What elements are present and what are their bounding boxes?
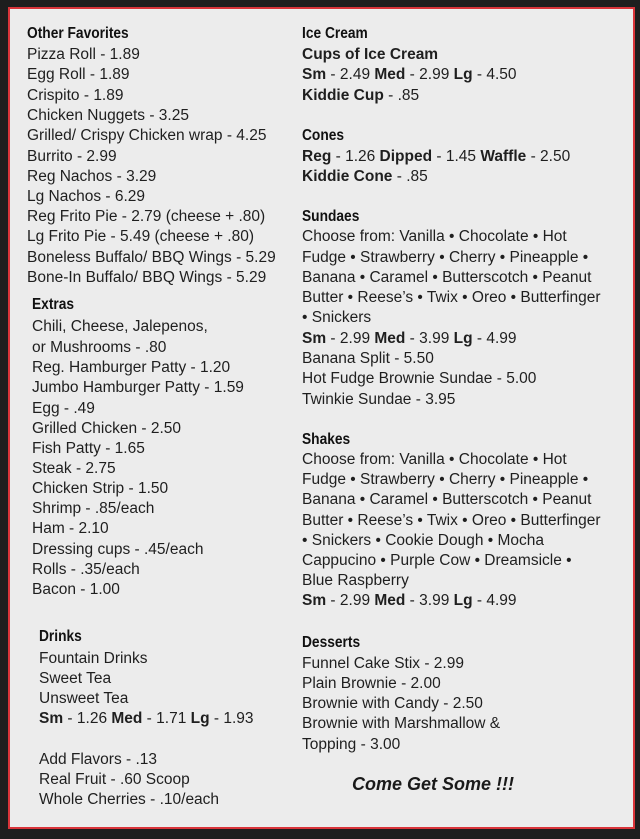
- menu-item: Crispito - 1.89: [27, 87, 124, 104]
- menu-item: Twinkie Sundae - 3.95: [302, 391, 456, 408]
- item-price: - 1.26: [331, 148, 380, 165]
- menu-item: Grilled Chicken - 2.50: [32, 420, 182, 437]
- menu-item: Chicken Strip - 1.50: [32, 480, 169, 497]
- menu-item: Chili, Cheese, Jalepenos,: [32, 318, 208, 335]
- menu-item: Dressing cups - .45/each: [32, 541, 204, 558]
- menu-item: Egg Roll - 1.89: [27, 66, 130, 83]
- section-title-extras: Extras: [32, 296, 75, 313]
- menu-item: Ham - 2.10: [32, 520, 109, 537]
- size-label: Med: [374, 330, 406, 347]
- size-label: Sm: [302, 66, 327, 83]
- menu-item: Hot Fudge Brownie Sundae - 5.00: [302, 370, 537, 387]
- size-price: - 1.93: [209, 710, 254, 727]
- menu-item: Bacon - 1.00: [32, 581, 120, 598]
- size-price: - 4.99: [472, 592, 517, 609]
- menu-item: Banana Split - 5.50: [302, 350, 434, 367]
- item-label: Dipped: [379, 148, 433, 165]
- flavor-line: Butter • Reese’s • Twix • Oreo • Butterfinger: [302, 512, 601, 529]
- size-label: Lg: [453, 592, 473, 609]
- item-price: - .85: [392, 168, 428, 185]
- flavor-line: • Snickers: [302, 309, 372, 326]
- size-price: - 3.99: [405, 592, 454, 609]
- size-label: Sm: [39, 710, 64, 727]
- flavor-line: Fudge • Strawberry • Cherry • Pineapple •: [302, 471, 589, 488]
- item-price: - 1.45: [432, 148, 481, 165]
- sundae-sizes: [302, 329, 517, 348]
- menu-item: Shrimp - .85/each: [32, 500, 155, 517]
- flavor-line: Fudge • Strawberry • Cherry • Pineapple •: [302, 249, 589, 266]
- size-label: Sm: [302, 592, 327, 609]
- size-label: Lg: [453, 66, 473, 83]
- menu-item: Topping - 3.00: [302, 736, 401, 753]
- flavor-line: Banana • Caramel • Butterscotch • Peanut: [302, 269, 592, 286]
- menu-item: Lg Frito Pie - 5.49 (cheese + .80): [27, 228, 255, 245]
- item-label: Kiddie Cone: [302, 168, 393, 185]
- flavor-line: Banana • Caramel • Butterscotch • Peanut: [302, 491, 592, 508]
- slogan: Come Get Some !!!: [352, 774, 515, 794]
- drink-sizes: [39, 709, 254, 728]
- menu-item: Chicken Nuggets - 3.25: [27, 107, 189, 124]
- section-title-ice-cream: Ice Cream: [302, 25, 368, 42]
- menu-item: Brownie with Marshmallow &: [302, 715, 501, 732]
- size-label: Lg: [190, 710, 210, 727]
- size-price: - 2.99: [326, 330, 375, 347]
- size-price: - 2.49: [326, 66, 375, 83]
- flavor-line: • Snickers • Cookie Dough • Mocha: [302, 532, 544, 549]
- section-title-cones: Cones: [302, 127, 345, 144]
- menu-item: Fountain Drinks: [39, 650, 148, 667]
- size-label: Med: [111, 710, 143, 727]
- flavor-line: Choose from: Vanilla • Chocolate • Hot: [302, 228, 567, 245]
- flavor-line: Cappucino • Purple Cow • Dreamsicle •: [302, 552, 572, 569]
- menu-subheading: Cups of Ice Cream: [302, 46, 439, 63]
- menu-item: Steak - 2.75: [32, 460, 116, 477]
- section-title-drinks: Drinks: [39, 628, 82, 645]
- size-price: - 2.99: [326, 592, 375, 609]
- menu-item: Plain Brownie - 2.00: [302, 675, 441, 692]
- menu-item: Burrito - 2.99: [27, 148, 117, 165]
- section-title-desserts: Desserts: [302, 634, 361, 651]
- flavor-line: Blue Raspberry: [302, 572, 409, 589]
- menu-item: Jumbo Hamburger Patty - 1.59: [32, 379, 244, 396]
- menu-item: Boneless Buffalo/ BBQ Wings - 5.29: [27, 249, 276, 266]
- menu-item: Sweet Tea: [39, 670, 112, 687]
- kiddie-cup: [302, 86, 419, 105]
- size-price: - 2.99: [405, 66, 454, 83]
- size-price: - 1.26: [63, 710, 112, 727]
- section-title-sundaes: Sundaes: [302, 208, 360, 225]
- size-label: Sm: [302, 330, 327, 347]
- menu-item: Add Flavors - .13: [39, 751, 158, 768]
- menu-item: Real Fruit - .60 Scoop: [39, 771, 190, 788]
- menu-item: Reg Frito Pie - 2.79 (cheese + .80): [27, 208, 266, 225]
- menu-board: [8, 7, 635, 829]
- menu-item: Fish Patty - 1.65: [32, 440, 145, 457]
- menu-item: Whole Cherries - .10/each: [39, 791, 220, 808]
- flavor-line: Butter • Reese’s • Twix • Oreo • Butterfinger: [302, 289, 601, 306]
- menu-item: Unsweet Tea: [39, 690, 129, 707]
- cone-prices: [302, 147, 570, 166]
- item-label: Kiddie Cup: [302, 87, 384, 104]
- size-label: Med: [374, 66, 406, 83]
- menu-item: Funnel Cake Stix - 2.99: [302, 655, 464, 672]
- menu-item: or Mushrooms - .80: [32, 339, 167, 356]
- menu-item: Egg - .49: [32, 400, 95, 417]
- size-label: Lg: [453, 330, 473, 347]
- menu-item: Lg Nachos - 6.29: [27, 188, 146, 205]
- ice-cream-sizes: [302, 65, 517, 84]
- menu-item: Brownie with Candy - 2.50: [302, 695, 483, 712]
- size-price: - 1.71: [142, 710, 191, 727]
- size-price: - 4.99: [472, 330, 517, 347]
- menu-item: Pizza Roll - 1.89: [27, 46, 140, 63]
- menu-item: Grilled/ Crispy Chicken wrap - 4.25: [27, 127, 267, 144]
- menu-item: Bone-In Buffalo/ BBQ Wings - 5.29: [27, 269, 267, 286]
- item-price: - 2.50: [526, 148, 571, 165]
- shake-sizes: [302, 591, 517, 610]
- section-title-shakes: Shakes: [302, 431, 351, 448]
- menu-item: Reg Nachos - 3.29: [27, 168, 157, 185]
- size-label: Med: [374, 592, 406, 609]
- menu-item: Rolls - .35/each: [32, 561, 140, 578]
- item-price: - .85: [383, 87, 420, 104]
- kiddie-cone: [302, 167, 428, 186]
- item-label: Reg: [302, 148, 332, 165]
- menu-item: Reg. Hamburger Patty - 1.20: [32, 359, 231, 376]
- size-price: - 3.99: [405, 330, 454, 347]
- size-price: - 4.50: [472, 66, 517, 83]
- flavor-line: Choose from: Vanilla • Chocolate • Hot: [302, 451, 567, 468]
- item-label: Waffle: [480, 148, 527, 165]
- section-title-other-favorites: Other Favorites: [27, 25, 129, 42]
